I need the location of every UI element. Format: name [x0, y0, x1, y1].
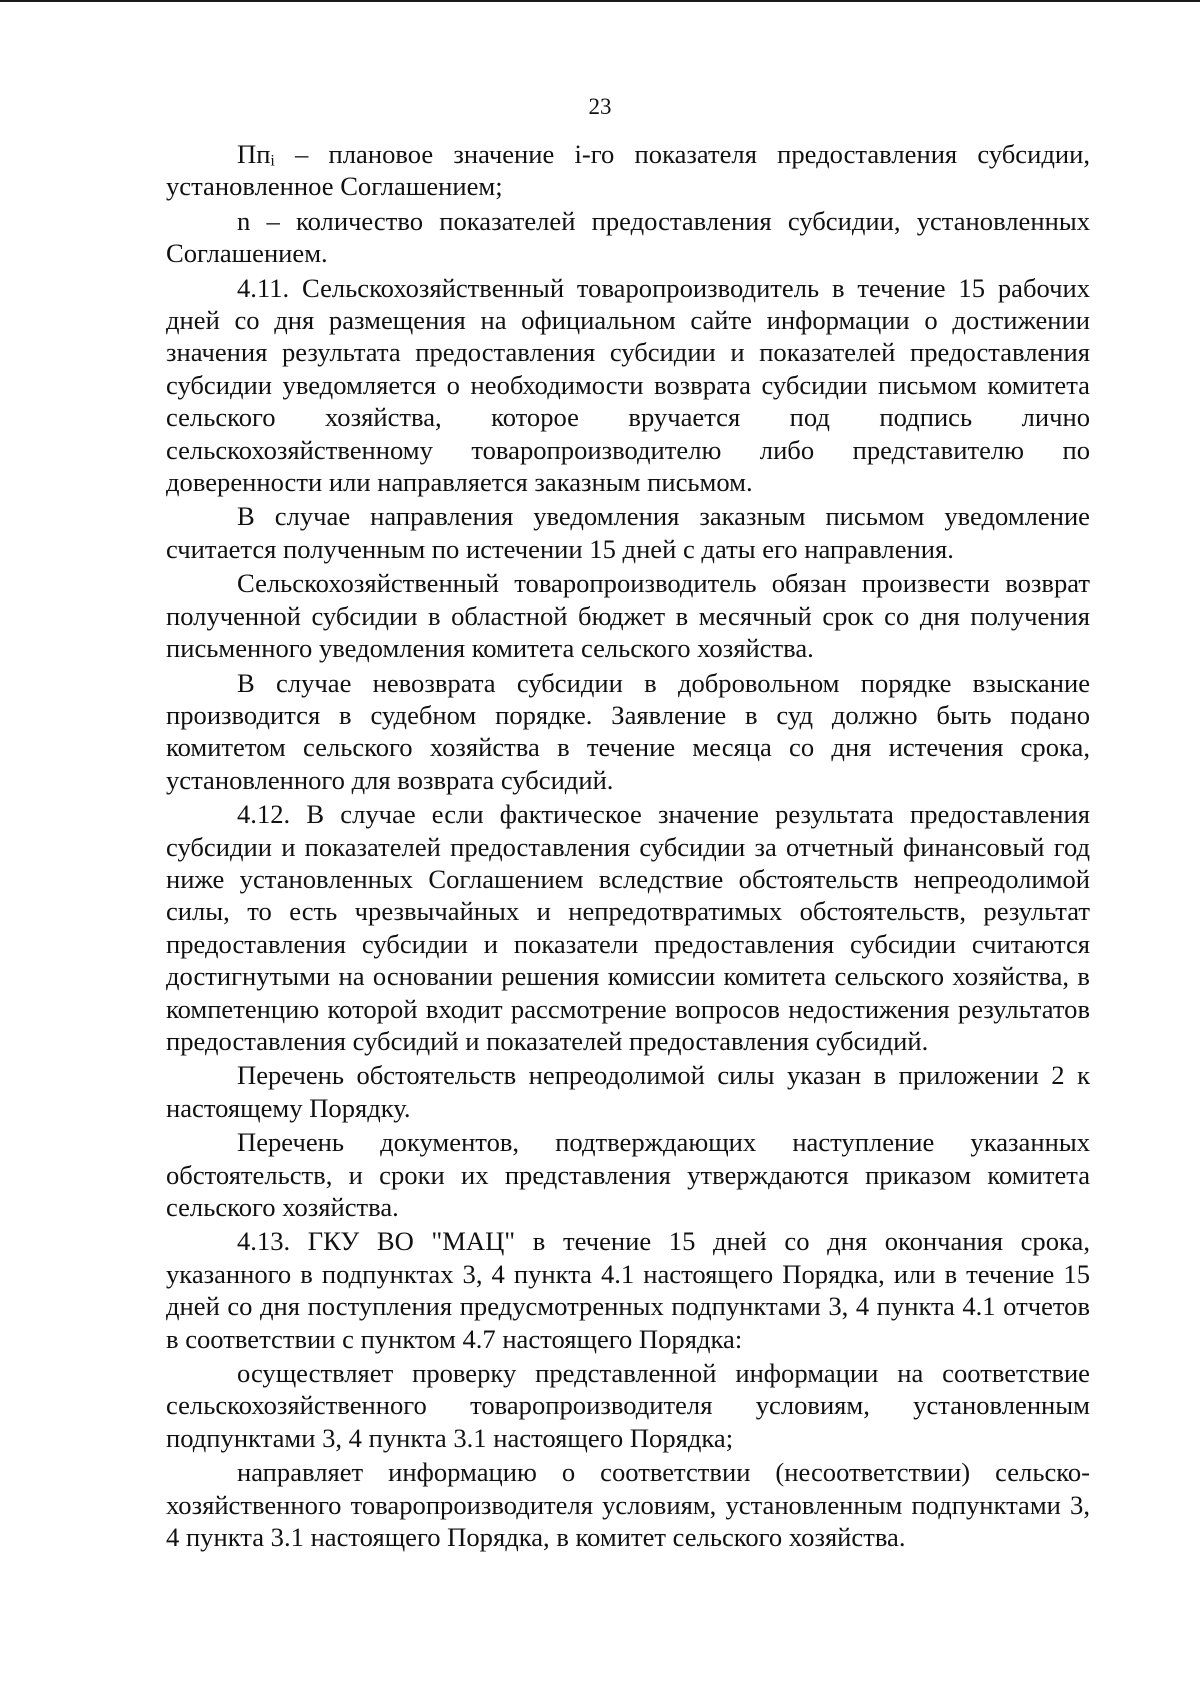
paragraph-indicator-count: n – количество показателей предоставления субсидии, установленных Соглашением. — [166, 205, 1090, 269]
paragraph-court-recovery: В случае невозврата субсидии в добровольном порядке взыскание производится в судебном порядке. Заявление в суд должно быть подано комитетом сельского хозяйства в течение месяца со дня истечения срока, установленного для возврата субсидий. — [166, 667, 1090, 795]
paragraph-refund-obligation: Сельскохозяйственный товаропроизводитель обязан произвести возврат полученной субсидии в областной бюджет в месячный срок со дня получения письменного уведомления комитета сельского хозяйства. — [166, 568, 1090, 664]
paragraph-verification: осуществляет проверку представленной информации на соответствие сельскохозяйственного товаропроизводителя условиям, установленным подпунктами 3, 4 пункта 3.1 настоящего Порядка; — [166, 1358, 1090, 1453]
paragraph-documents-list: Перечень документов, подтверждающих наступление указанных обстоятельств, и сроки их представления утверждаются приказом комитета сельского хозяйства. — [166, 1127, 1090, 1222]
paragraph-information-transfer: направляет информацию о соответствии (несоответствии) сельскохозяйственного товаропроизводителя условиям, установленным подпунктами 3, 4 пункта 3.1 настоящего Порядка, в комитет сельского хозяйства. — [166, 1457, 1090, 1553]
paragraph-4-12: 4.12. В случае если фактическое значение результата предоставления субсидии и показателей предоставления субсидии за отчетный финансовый год ниже установленных Соглашением вследствие обстоятельств непреодолимой силы, то есть чрезвычайных и непредотвратимых обстоятельств, результат предоставления субсидии и показатели предоставления субсидии считаются достигнутыми на основании решения комиссии комитета сельского хозяйства, в компетенцию которой входит рассмотрение вопросов недостижения результатов предоставления субсидий и показателей предоставления субсидий. — [166, 799, 1090, 1056]
paragraph-force-majeure-list: Перечень обстоятельств непреодолимой силы указан в приложении 2 к настоящему Порядку. — [166, 1060, 1090, 1123]
paragraph-registered-letter: В случае направления уведомления заказным письмом уведомление считается полученным по истечении 15 дней с даты его направления. — [166, 501, 1090, 564]
paragraph-indicator-plan-value: Ппᵢ – плановое значение i-го показателя предоставления субсидии, установленное Соглашением; — [166, 139, 1090, 202]
document-body — [166, 138, 1090, 1553]
paragraph-4-11: 4.11. Сельскохозяйственный товаропроизводитель в течение 15 рабочих дней со дня размещения на официальном сайте информации о достижении значения результата предоставления субсидии и показателей предоставления субсидии уведомляется о необходимости возврата субсидии письмом комитета сельского хозяйства, которое вручается под подпись лично сельскохозяйственному товаропроизводителю либо представителю по доверенности или направляется заказным письмом. — [166, 272, 1090, 498]
page-number: 23 — [588, 94, 612, 119]
paragraph-4-13: 4.13. ГКУ ВО "МАЦ" в течение 15 дней со дня окончания срока, указанного в подпунктах 3, 4 пункта 4.1 настоящего Порядка, или в течение 15 дней со дня поступления предусмотренных подпунктами 3, 4 пункта 4.1 отчетов в соответствии с пунктом 4.7 настоящего Порядка: — [166, 1226, 1090, 1354]
